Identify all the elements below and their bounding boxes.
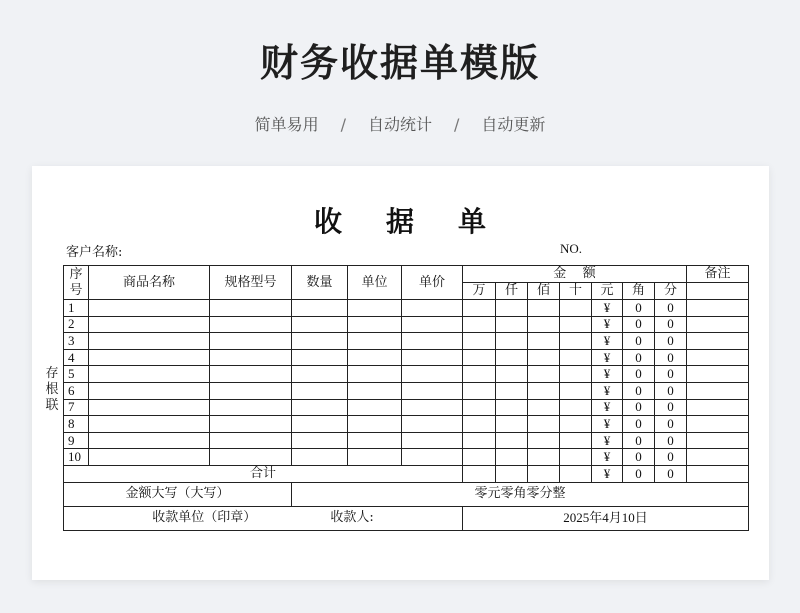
wan-cell[interactable] [463, 316, 496, 333]
yuan-cell: ¥ [592, 300, 623, 317]
separator: / [454, 115, 460, 134]
table-row [64, 333, 749, 350]
price-cell[interactable] [402, 449, 463, 466]
qian-cell[interactable] [496, 316, 528, 333]
table-row [64, 382, 749, 399]
remark-cell[interactable] [687, 449, 749, 466]
fen-cell: 0 [655, 399, 687, 416]
total-wan[interactable] [463, 465, 496, 482]
feature-auto-stats: 自动统计 [367, 115, 432, 134]
shi-cell[interactable] [560, 366, 592, 383]
product-name-cell[interactable] [89, 333, 210, 350]
total-fen: 0 [655, 465, 687, 482]
spec-cell[interactable] [210, 333, 292, 350]
yuan-cell: ¥ [592, 382, 623, 399]
row-number: 7 [64, 399, 89, 416]
header-qian: 仟 [496, 283, 528, 300]
payee-signature-cell [64, 506, 463, 530]
qian-cell[interactable] [496, 333, 528, 350]
jiao-cell: 0 [623, 399, 655, 416]
product-name-cell[interactable] [89, 432, 210, 449]
feature-tagline [0, 112, 800, 135]
shi-cell[interactable] [560, 300, 592, 317]
remark-cell[interactable] [687, 349, 749, 366]
unit-cell[interactable] [348, 300, 402, 317]
receipt-number-label: NO. [560, 241, 583, 256]
qty-cell[interactable] [292, 316, 348, 333]
yuan-cell: ¥ [592, 399, 623, 416]
table-row [64, 300, 749, 317]
table-row [64, 432, 749, 449]
receipt-date: 2025年4月10日 [463, 506, 749, 530]
product-name-cell[interactable] [89, 416, 210, 433]
spec-cell[interactable] [210, 416, 292, 433]
shi-cell[interactable] [560, 333, 592, 350]
price-cell[interactable] [402, 349, 463, 366]
yuan-cell: ¥ [592, 432, 623, 449]
spec-cell[interactable] [210, 399, 292, 416]
header-price: 单价 [402, 266, 463, 300]
wan-cell[interactable] [463, 399, 496, 416]
shi-cell[interactable] [560, 349, 592, 366]
jiao-cell: 0 [623, 449, 655, 466]
jiao-cell: 0 [623, 349, 655, 366]
receipt-title [0, 200, 800, 240]
remark-cell[interactable] [687, 333, 749, 350]
shi-cell[interactable] [560, 382, 592, 399]
fen-cell: 0 [655, 316, 687, 333]
price-cell[interactable] [402, 366, 463, 383]
row-number: 9 [64, 432, 89, 449]
bai-cell[interactable] [528, 333, 560, 350]
total-bai[interactable] [528, 465, 560, 482]
header-remark: 备注 [687, 266, 749, 283]
shi-cell[interactable] [560, 399, 592, 416]
remark-cell[interactable] [687, 300, 749, 317]
header-spec: 规格型号 [210, 266, 292, 300]
stub-label-char: 联 [45, 398, 59, 413]
qty-cell[interactable] [292, 432, 348, 449]
product-name-cell[interactable] [89, 382, 210, 399]
qian-cell[interactable] [496, 399, 528, 416]
amount-words-value: 零元零角零分整 [292, 482, 749, 506]
payee-label: 收款单位（印章） [152, 510, 257, 526]
wan-cell[interactable] [463, 432, 496, 449]
qian-cell[interactable] [496, 349, 528, 366]
remark-cell[interactable] [687, 416, 749, 433]
price-cell[interactable] [402, 432, 463, 449]
unit-cell[interactable] [348, 382, 402, 399]
receipt-title-char: 据 [385, 205, 414, 238]
feature-easy: 简单易用 [254, 115, 319, 134]
row-number: 3 [64, 333, 89, 350]
table-row [64, 316, 749, 333]
qian-cell[interactable] [496, 432, 528, 449]
yuan-cell: ¥ [592, 449, 623, 466]
price-cell[interactable] [402, 399, 463, 416]
shi-cell[interactable] [560, 416, 592, 433]
jiao-cell: 0 [623, 382, 655, 399]
price-cell[interactable] [402, 382, 463, 399]
bai-cell[interactable] [528, 449, 560, 466]
qty-cell[interactable] [292, 399, 348, 416]
bai-cell[interactable] [528, 300, 560, 317]
header-unit: 单位 [348, 266, 402, 300]
remark-cell[interactable] [687, 432, 749, 449]
fen-cell: 0 [655, 382, 687, 399]
yuan-cell: ¥ [592, 349, 623, 366]
table-row [64, 449, 749, 466]
total-yuan: ¥ [592, 465, 623, 482]
unit-cell[interactable] [348, 416, 402, 433]
qian-cell[interactable] [496, 382, 528, 399]
spec-cell[interactable] [210, 366, 292, 383]
total-remark[interactable] [687, 465, 749, 482]
row-number: 1 [64, 300, 89, 317]
wan-cell[interactable] [463, 382, 496, 399]
product-name-cell[interactable] [89, 366, 210, 383]
jiao-cell: 0 [623, 416, 655, 433]
qian-cell[interactable] [496, 366, 528, 383]
unit-cell[interactable] [348, 316, 402, 333]
price-cell[interactable] [402, 316, 463, 333]
yuan-cell: ¥ [592, 366, 623, 383]
product-name-cell[interactable] [89, 449, 210, 466]
price-cell[interactable] [402, 300, 463, 317]
row-number: 8 [64, 416, 89, 433]
qty-cell[interactable] [292, 416, 348, 433]
header-seq: 序 号 [64, 266, 89, 300]
header-fen: 分 [655, 283, 687, 300]
total-qian[interactable] [496, 465, 528, 482]
wan-cell[interactable] [463, 416, 496, 433]
unit-cell[interactable] [348, 432, 402, 449]
fen-cell: 0 [655, 449, 687, 466]
shi-cell[interactable] [560, 316, 592, 333]
header-qty: 数量 [292, 266, 348, 300]
row-number: 4 [64, 349, 89, 366]
bai-cell[interactable] [528, 416, 560, 433]
bai-cell[interactable] [528, 349, 560, 366]
table-row [64, 349, 749, 366]
page-title: 财务收据单模版 [259, 41, 540, 85]
price-cell[interactable] [402, 416, 463, 433]
row-number: 6 [64, 382, 89, 399]
remark-cell[interactable] [687, 382, 749, 399]
bai-cell[interactable] [528, 382, 560, 399]
receipt-title-char: 收 [313, 205, 342, 238]
fen-cell: 0 [655, 432, 687, 449]
wan-cell[interactable] [463, 449, 496, 466]
header-shi: 十 [560, 283, 592, 300]
header-yuan: 元 [592, 283, 623, 300]
qian-cell[interactable] [496, 449, 528, 466]
jiao-cell: 0 [623, 432, 655, 449]
feature-auto-update: 自动更新 [481, 115, 546, 134]
table-row [64, 399, 749, 416]
jiao-cell: 0 [623, 316, 655, 333]
qian-cell[interactable] [496, 416, 528, 433]
row-number: 10 [64, 449, 89, 466]
qty-cell[interactable] [292, 366, 348, 383]
jiao-cell: 0 [623, 333, 655, 350]
bai-cell[interactable] [528, 432, 560, 449]
header-wan: 万 [463, 283, 496, 300]
qty-cell[interactable] [292, 382, 348, 399]
product-name-cell[interactable] [89, 300, 210, 317]
receipt-table [63, 265, 749, 531]
header-remark-blank [687, 283, 749, 300]
stub-label [44, 366, 60, 414]
unit-cell[interactable] [348, 349, 402, 366]
unit-cell[interactable] [348, 399, 402, 416]
spec-cell[interactable] [210, 300, 292, 317]
remark-cell[interactable] [687, 399, 749, 416]
bai-cell[interactable] [528, 399, 560, 416]
header-jiao: 角 [623, 283, 655, 300]
stub-label-char: 根 [45, 382, 59, 397]
separator: / [340, 115, 346, 134]
unit-cell[interactable] [348, 366, 402, 383]
qian-cell[interactable] [496, 300, 528, 317]
yuan-cell: ¥ [592, 316, 623, 333]
wan-cell[interactable] [463, 300, 496, 317]
qty-cell[interactable] [292, 349, 348, 366]
spec-cell[interactable] [210, 316, 292, 333]
fen-cell: 0 [655, 416, 687, 433]
spec-cell[interactable] [210, 349, 292, 366]
product-name-cell[interactable] [89, 399, 210, 416]
wan-cell[interactable] [463, 366, 496, 383]
jiao-cell: 0 [623, 300, 655, 317]
header-amount: 金 额 [463, 266, 687, 283]
fen-cell: 0 [655, 349, 687, 366]
bai-cell[interactable] [528, 316, 560, 333]
spec-cell[interactable] [210, 432, 292, 449]
yuan-cell: ¥ [592, 333, 623, 350]
remark-cell[interactable] [687, 366, 749, 383]
qty-cell[interactable] [292, 449, 348, 466]
remark-cell[interactable] [687, 316, 749, 333]
yuan-cell: ¥ [592, 416, 623, 433]
total-jiao: 0 [623, 465, 655, 482]
fen-cell: 0 [655, 333, 687, 350]
header-bai: 佰 [528, 283, 560, 300]
customer-name-label: 客户名称: [66, 245, 123, 260]
price-cell[interactable] [402, 333, 463, 350]
product-name-cell[interactable] [89, 316, 210, 333]
total-shi[interactable] [560, 465, 592, 482]
spec-cell[interactable] [210, 382, 292, 399]
qty-cell[interactable] [292, 300, 348, 317]
row-number: 2 [64, 316, 89, 333]
spec-cell[interactable] [210, 449, 292, 466]
shi-cell[interactable] [560, 432, 592, 449]
bai-cell[interactable] [528, 366, 560, 383]
row-number: 5 [64, 366, 89, 383]
wan-cell[interactable] [463, 333, 496, 350]
amount-words-label: 金额大写（大写） [64, 482, 292, 506]
fen-cell: 0 [655, 300, 687, 317]
fen-cell: 0 [655, 366, 687, 383]
unit-cell[interactable] [348, 333, 402, 350]
stub-label-char: 存 [45, 366, 59, 381]
wan-cell[interactable] [463, 349, 496, 366]
receiver-label: 收款人: [330, 510, 374, 526]
jiao-cell: 0 [623, 366, 655, 383]
receipt-title-char: 单 [458, 205, 487, 238]
product-name-cell[interactable] [89, 349, 210, 366]
header-product: 商品名称 [89, 266, 210, 300]
total-label: 合计 [64, 465, 463, 482]
unit-cell[interactable] [348, 449, 402, 466]
table-row [64, 416, 749, 433]
table-row [64, 366, 749, 383]
qty-cell[interactable] [292, 333, 348, 350]
shi-cell[interactable] [560, 449, 592, 466]
